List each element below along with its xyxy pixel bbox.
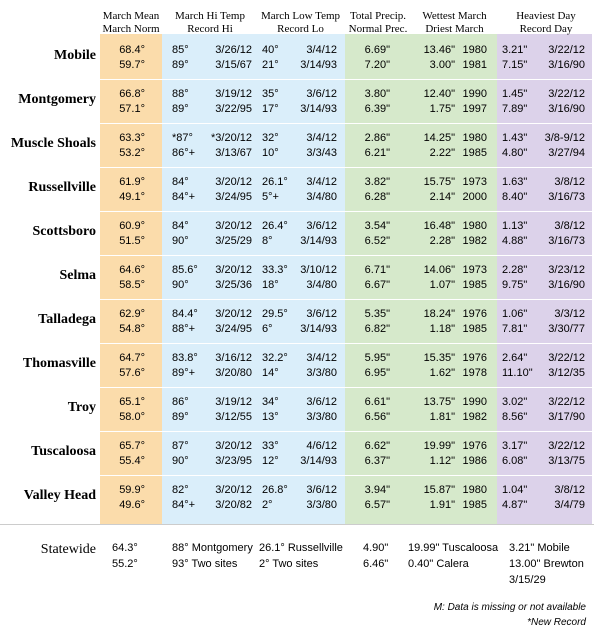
- wet-dry-cell: 13.46" 3.00": [423, 44, 455, 71]
- precip-cell: 3.94" 6.57": [364, 484, 390, 511]
- heavy-date-cell: 3/3/12 3/30/77: [548, 308, 585, 335]
- row-separator: [0, 123, 594, 124]
- wet-dry-year-cell: 1980 1982: [462, 220, 487, 247]
- station-name: Scottsboro: [32, 224, 96, 239]
- hi-date-cell: 3/26/12 3/15/67: [215, 44, 252, 71]
- heavy-date-cell: 3/22/12 3/16/90: [548, 88, 585, 115]
- station-name: Russellville: [28, 180, 96, 195]
- precip-cell: 3.80" 6.39": [364, 88, 390, 115]
- heavy-cell: 3.02" 8.56": [502, 396, 528, 423]
- mean-cell: 62.9° 54.8°: [119, 308, 145, 335]
- lo-date-cell: 3/4/12 3/14/93: [300, 44, 337, 71]
- table-row: [0, 476, 594, 520]
- wet-dry-year-cell: 1973 2000: [462, 176, 487, 203]
- station-name: Mobile: [54, 48, 96, 63]
- heavy-date-cell: 3/23/12 3/16/90: [548, 264, 585, 291]
- heavy-cell: 2.64" 11.10": [502, 352, 533, 379]
- heavy-date-cell: 3/8-9/12 3/27/94: [544, 132, 585, 159]
- wet-dry-cell: 15.87" 1.91": [423, 484, 455, 511]
- header-lo: March Low Temp Record Lo: [260, 10, 341, 35]
- statewide-label: Statewide: [40, 542, 96, 557]
- hi-value-cell: 88° 89°: [172, 88, 189, 115]
- wet-dry-cell: 12.40" 1.75": [423, 88, 455, 115]
- footnote-new-record: *New Record: [527, 617, 586, 628]
- statewide-hi: 88° Montgomery 93° Two sites: [172, 542, 253, 570]
- heavy-cell: 1.04" 4.87": [502, 484, 528, 511]
- precip-cell: 5.95" 6.95": [364, 352, 390, 379]
- lo-date-cell: 3/6/12 3/14/93: [300, 88, 337, 115]
- station-name: Muscle Shoals: [10, 136, 96, 151]
- table-row: [0, 124, 594, 168]
- hi-date-cell: 3/19/12 3/22/95: [215, 88, 252, 115]
- heavy-date-cell: 3/22/12 3/16/90: [548, 44, 585, 71]
- heavy-cell: 1.43" 4.80": [502, 132, 528, 159]
- lo-value-cell: 26.1° 5°+: [262, 176, 288, 203]
- wet-dry-year-cell: 1976 1986: [462, 440, 487, 467]
- station-name: Selma: [59, 268, 96, 283]
- wet-dry-year-cell: 1980 1981: [462, 44, 487, 71]
- heavy-date-cell: 3/22/12 3/13/75: [548, 440, 585, 467]
- heavy-date-cell: 3/8/12 3/4/79: [554, 484, 585, 511]
- hi-date-cell: 3/20/12 3/23/95: [215, 440, 252, 467]
- table-row: [0, 432, 594, 476]
- heavy-date-cell: 3/8/12 3/16/73: [548, 220, 585, 247]
- heavy-cell: 1.45" 7.89": [502, 88, 528, 115]
- lo-date-cell: 3/4/12 3/3/43: [306, 132, 337, 159]
- mean-cell: 66.8° 57.1°: [119, 88, 145, 115]
- hi-date-cell: 3/20/12 3/20/82: [215, 484, 252, 511]
- table-divider: [0, 524, 594, 525]
- hi-date-cell: *3/20/12 3/13/67: [211, 132, 252, 159]
- mean-cell: 64.6° 58.5°: [119, 264, 145, 291]
- lo-date-cell: 3/6/12 3/3/80: [306, 484, 337, 511]
- hi-date-cell: 3/20/12 3/25/36: [215, 264, 252, 291]
- station-name: Montgomery: [18, 92, 96, 107]
- wet-dry-cell: 13.75" 1.81": [423, 396, 455, 423]
- hi-date-cell: 3/20/12 3/24/95: [215, 176, 252, 203]
- header-mean: March Mean March Norm: [102, 10, 160, 35]
- lo-value-cell: 35° 17°: [262, 88, 279, 115]
- wet-dry-year-cell: 1976 1985: [462, 308, 487, 335]
- row-separator: [0, 431, 594, 432]
- table-row: [0, 256, 594, 300]
- wet-dry-year-cell: 1973 1985: [462, 264, 487, 291]
- lo-value-cell: 33° 12°: [262, 440, 279, 467]
- precip-cell: 3.82" 6.28": [364, 176, 390, 203]
- header-heavy: Heaviest Day Record Day: [516, 10, 576, 35]
- lo-date-cell: 3/4/12 3/3/80: [306, 352, 337, 379]
- wet-dry-cell: 16.48" 2.28": [423, 220, 455, 247]
- heavy-date-cell: 3/22/12 3/17/90: [548, 396, 585, 423]
- hi-date-cell: 3/20/12 3/24/95: [215, 308, 252, 335]
- lo-value-cell: 26.8° 2°: [262, 484, 288, 511]
- mean-cell: 65.7° 55.4°: [119, 440, 145, 467]
- heavy-cell: 1.63" 8.40": [502, 176, 528, 203]
- lo-date-cell: 3/10/12 3/4/80: [300, 264, 337, 291]
- table-row: [0, 212, 594, 256]
- lo-date-cell: 3/4/12 3/4/80: [306, 176, 337, 203]
- heavy-cell: 2.28" 9.75": [502, 264, 528, 291]
- lo-date-cell: 3/6/12 3/14/93: [300, 308, 337, 335]
- table-row: [0, 300, 594, 344]
- hi-value-cell: 84° 90°: [172, 220, 189, 247]
- table-row: [0, 168, 594, 212]
- row-separator: [0, 387, 594, 388]
- statewide-precip: 4.90" 6.46": [363, 542, 389, 570]
- lo-value-cell: 33.3° 18°: [262, 264, 288, 291]
- heavy-cell: 1.13" 4.88": [502, 220, 528, 247]
- hi-value-cell: 86° 89°: [172, 396, 189, 423]
- mean-cell: 65.1° 58.0°: [119, 396, 145, 423]
- statewide-mean: 64.3° 55.2°: [112, 542, 138, 570]
- hi-date-cell: 3/16/12 3/20/80: [215, 352, 252, 379]
- precip-cell: 2.86" 6.21": [364, 132, 390, 159]
- mean-cell: 68.4° 59.7°: [119, 44, 145, 71]
- header-wet: Wettest March Driest March: [422, 10, 487, 35]
- mean-cell: 61.9° 49.1°: [119, 176, 145, 203]
- wet-dry-year-cell: 1980 1985: [462, 132, 487, 159]
- hi-value-cell: 84° 84°+: [172, 176, 196, 203]
- precip-cell: 6.61" 6.56": [364, 396, 390, 423]
- hi-value-cell: 85.6° 90°: [172, 264, 198, 291]
- statewide-lo: 26.1° Russellville 2° Two sites: [259, 542, 343, 570]
- statewide-heavy: 3.21" Mobile 13.00" Brewton 3/15/29: [509, 542, 584, 586]
- table-row: [0, 80, 594, 124]
- mean-cell: 60.9° 51.5°: [119, 220, 145, 247]
- wet-dry-year-cell: 1980 1985: [462, 484, 487, 511]
- lo-date-cell: 4/6/12 3/14/93: [300, 440, 337, 467]
- wet-dry-year-cell: 1990 1982: [462, 396, 487, 423]
- row-separator: [0, 255, 594, 256]
- lo-value-cell: 34° 13°: [262, 396, 279, 423]
- heavy-date-cell: 3/22/12 3/12/35: [548, 352, 585, 379]
- precip-cell: 6.69" 7.20": [364, 44, 390, 71]
- station-name: Troy: [67, 400, 96, 415]
- row-separator: [0, 475, 594, 476]
- wet-dry-cell: 18.24" 1.18": [423, 308, 455, 335]
- precip-cell: 6.71" 6.67": [364, 264, 390, 291]
- footnote-missing: M: Data is missing or not available: [433, 602, 586, 613]
- hi-value-cell: 83.8° 89°+: [172, 352, 198, 379]
- lo-value-cell: 32° 10°: [262, 132, 279, 159]
- row-separator: [0, 343, 594, 344]
- hi-value-cell: 87° 90°: [172, 440, 189, 467]
- precip-cell: 3.54" 6.52": [364, 220, 390, 247]
- wet-dry-cell: 15.75" 2.14": [423, 176, 455, 203]
- header-precip: Total Precip. Normal Prec.: [348, 10, 408, 35]
- precip-cell: 6.62" 6.37": [364, 440, 390, 467]
- hi-value-cell: 84.4° 88°+: [172, 308, 198, 335]
- wet-dry-cell: 15.35" 1.62": [423, 352, 455, 379]
- mean-cell: 59.9° 49.6°: [119, 484, 145, 511]
- heavy-cell: 3.17" 6.08": [502, 440, 528, 467]
- table-row: [0, 344, 594, 388]
- heavy-cell: 3.21" 7.15": [502, 44, 528, 71]
- station-name: Tuscaloosa: [31, 444, 96, 459]
- wet-dry-cell: 19.99" 1.12": [423, 440, 455, 467]
- row-separator: [0, 79, 594, 80]
- statewide-wet-dry: 19.99" Tuscaloosa 0.40" Calera: [408, 542, 499, 570]
- heavy-cell: 1.06" 7.81": [502, 308, 528, 335]
- mean-cell: 63.3° 53.2°: [119, 132, 145, 159]
- row-separator: [0, 167, 594, 168]
- lo-date-cell: 3/6/12 3/14/93: [300, 220, 337, 247]
- wet-dry-cell: 14.06" 1.07": [423, 264, 455, 291]
- hi-date-cell: 3/19/12 3/12/55: [215, 396, 252, 423]
- hi-value-cell: 85° 89°: [172, 44, 189, 71]
- row-separator: [0, 299, 594, 300]
- wet-dry-year-cell: 1976 1978: [462, 352, 487, 379]
- station-name: Valley Head: [23, 488, 96, 503]
- precip-cell: 5.35" 6.82": [364, 308, 390, 335]
- station-name: Thomasville: [22, 356, 96, 371]
- mean-cell: 64.7° 57.6°: [119, 352, 145, 379]
- hi-value-cell: *87° 86°+: [172, 132, 196, 159]
- wet-dry-year-cell: 1990 1997: [462, 88, 487, 115]
- row-separator: [0, 211, 594, 212]
- heavy-date-cell: 3/8/12 3/16/73: [548, 176, 585, 203]
- table-row: [0, 388, 594, 432]
- station-name: Talladega: [38, 312, 96, 327]
- lo-value-cell: 32.2° 14°: [262, 352, 288, 379]
- lo-value-cell: 40° 21°: [262, 44, 279, 71]
- lo-value-cell: 29.5° 6°: [262, 308, 288, 335]
- table-row: [0, 36, 594, 80]
- wet-dry-cell: 14.25" 2.22": [423, 132, 455, 159]
- lo-date-cell: 3/6/12 3/3/80: [306, 396, 337, 423]
- hi-value-cell: 82° 84°+: [172, 484, 196, 511]
- header-hi: March Hi Temp Record Hi: [175, 10, 245, 35]
- hi-date-cell: 3/20/12 3/25/29: [215, 220, 252, 247]
- lo-value-cell: 26.4° 8°: [262, 220, 288, 247]
